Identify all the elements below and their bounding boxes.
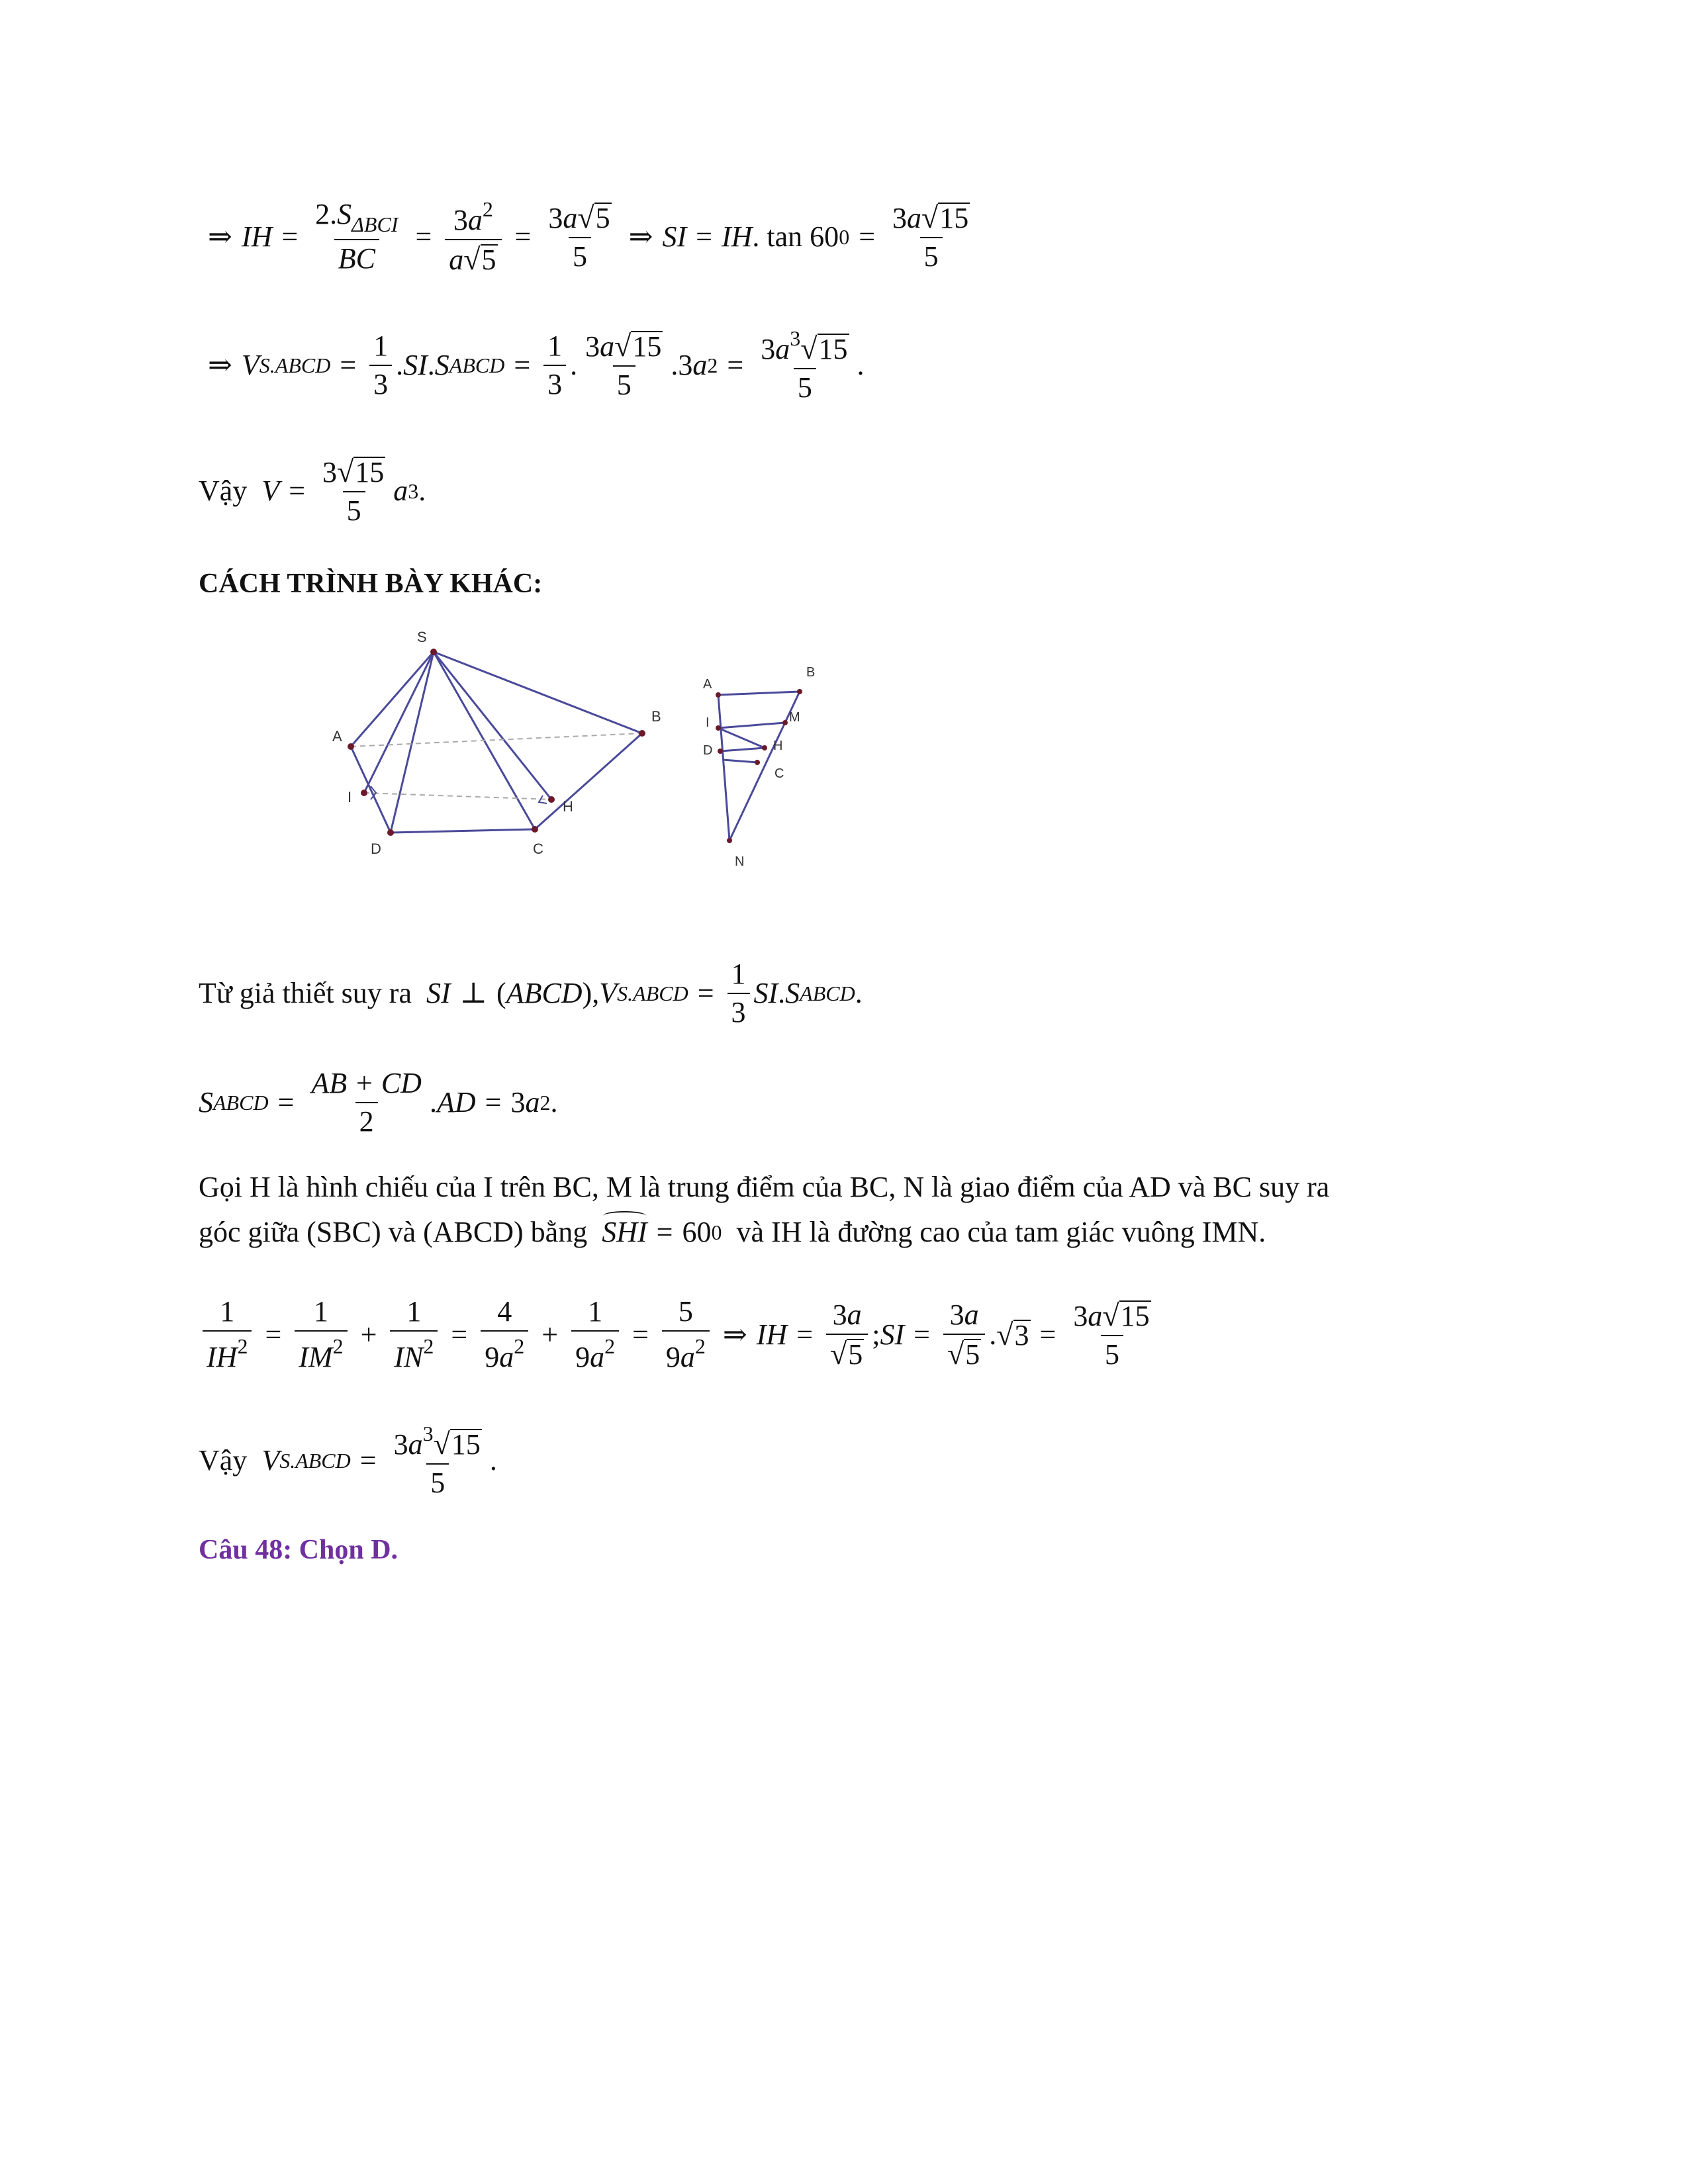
- paragraph-goi-h: Gọi H là hình chiếu của I trên BC, M là trung điểm của BC, N là giao điểm của AD và BC suy ra: [199, 1171, 1330, 1203]
- equation-volume: ⇒ V S.ABCD = $\frac{1}{3}$ . SI . S ABCD = $\frac{1}{3}$ . 3a √ 15 5 .3 a 2 = $3a^3$ √ 15 5 .: [208, 326, 865, 404]
- alt-heading: CÁCH TRÌNH BÀY KHÁC:: [199, 569, 543, 599]
- label2-n: N: [735, 854, 745, 869]
- area-abcd: S ABCD = $\frac{AB + CD}{2}$ . AD = 3 a 2 .: [199, 1067, 558, 1138]
- paragraph-goc-giua: góc giữa (SBC) và (ABCD) bằng SHI = 60 0 và IH là đường cao của tam giác vuông IMN.: [199, 1216, 1266, 1248]
- equation-ih: ⇒ IH = $\frac{2.S_{\Delta BCI}}{BC}$ = $3a^2$ a √ 5 = 3a √ 5 5 ⇒ SI = IH . tan 60 0 = 3a √ 15 5: [208, 197, 969, 276]
- given-statement: Từ giả thiết suy ra SI ⊥ ( ABCD ), V S.ABCD = $\frac{1}{3}$ SI . S ABCD .: [199, 958, 863, 1028]
- equation-ih-alt: $\frac{1}{IH^2}$ = $\frac{1}{IM^2}$ + $\frac{1}{IN^2}$ = $\frac{4}{9a^2}$ + $\frac{1}{9a^2}$ = $\frac{5}{9a^2}$ ⇒ IH = 3a √ 5 ; SI = 3a √ 5 . √ 3 = 3a √ 15 5: [199, 1297, 1159, 1372]
- label-a: A: [332, 728, 342, 745]
- label2-m: M: [789, 710, 800, 725]
- label-c: C: [533, 841, 543, 857]
- label2-a: A: [703, 677, 712, 692]
- conclusion-1: Vậy V = 3 √ 15 5 a 3 .: [199, 455, 426, 527]
- label2-c: C: [774, 766, 784, 781]
- label2-b: B: [806, 665, 816, 680]
- label-b: B: [651, 708, 661, 725]
- label2-i: I: [706, 715, 710, 730]
- pyramid-figure: [324, 622, 682, 874]
- conclusion-2: Vậy V S.ABCD = $3a^3$ √ 15 5 .: [199, 1422, 497, 1499]
- label-s: S: [417, 629, 427, 645]
- trapezoid-figure: [688, 655, 834, 874]
- answer-heading: Câu 48: Chọn D.: [199, 1535, 399, 1565]
- label-i: I: [348, 789, 352, 805]
- label-h: H: [563, 798, 573, 815]
- label2-h: H: [773, 739, 783, 753]
- label2-d: D: [703, 743, 713, 758]
- label-d: D: [371, 841, 381, 857]
